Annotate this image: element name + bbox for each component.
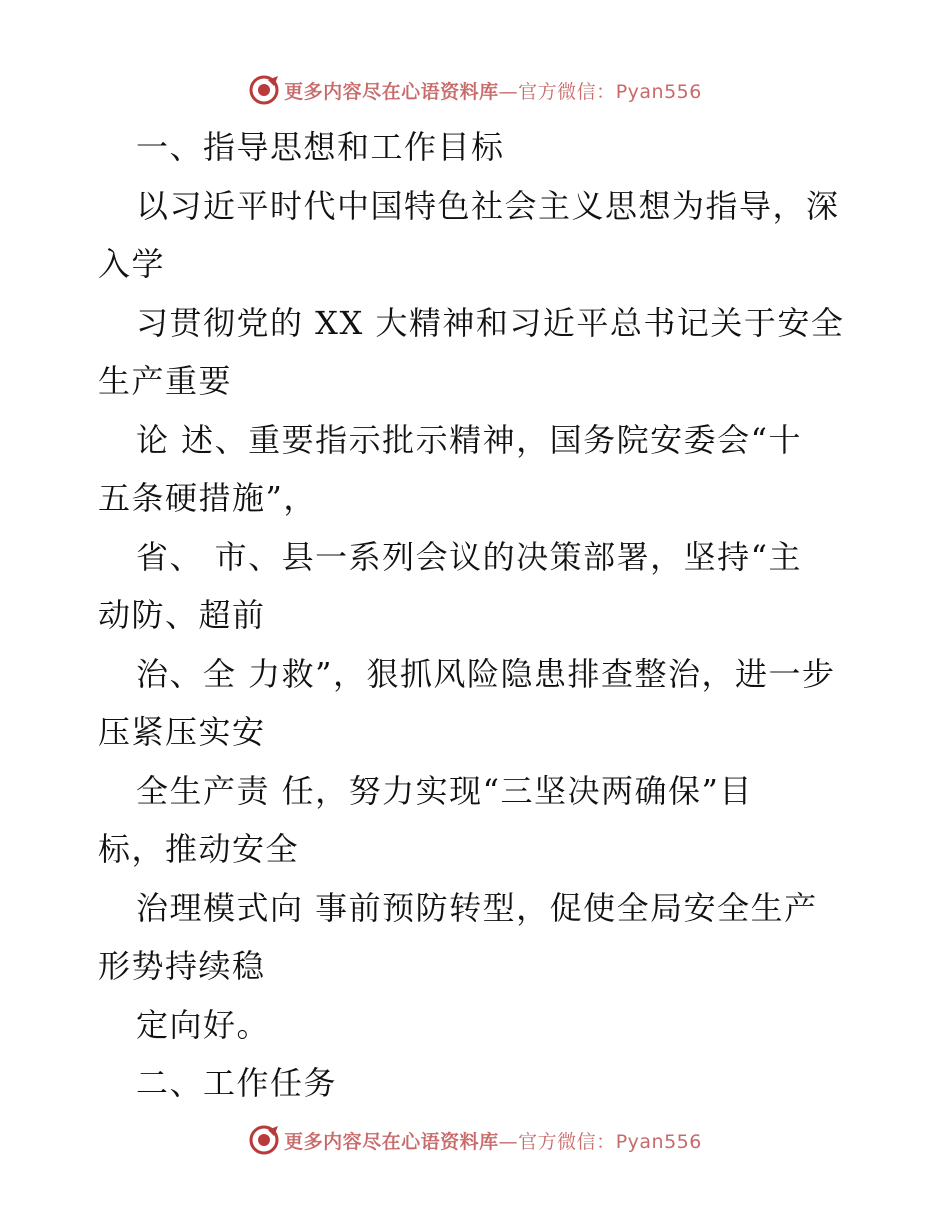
heading-guiding-ideology: 一、指导思想和工作目标 — [136, 128, 505, 166]
paragraph-line: 定向好。 — [136, 1006, 271, 1044]
paragraph-line: 治理模式向 事前预防转型，促使全局安全生产 — [136, 889, 818, 927]
paragraph-line: 压紧压实安 — [98, 713, 266, 751]
banner-main-text: 更多内容尽在心语资料库 — [284, 1130, 499, 1153]
banner-wechat-id: Pyan556 — [615, 80, 702, 103]
paragraph-line: 标，推动安全 — [98, 830, 300, 868]
paragraph-line: 治、全 力救”，狠抓风险隐患排查整治，进一步 — [136, 655, 836, 693]
paragraph-line: 入学 — [98, 245, 166, 283]
banner-separator: — — [498, 80, 519, 103]
paragraph-line: 生产重要 — [98, 362, 233, 400]
paragraph-line: 形势持续稳 — [98, 947, 266, 985]
banner-wechat-label: 官方微信： — [518, 80, 616, 103]
banner-main-text: 更多内容尽在心语资料库 — [284, 80, 499, 103]
banner-wechat-label: 官方微信： — [518, 1130, 616, 1153]
paragraph-line: 习贯彻党的 XX 大精神和习近平总书记关于安全 — [136, 304, 845, 342]
banner-wechat-id: Pyan556 — [615, 1130, 702, 1153]
banner-separator: — — [498, 1130, 519, 1153]
paragraph-line: 论 述、重要指示批示精神，国务院安委会“十 — [136, 421, 803, 459]
paragraph-line: 省、 市、县一系列会议的决策部署，坚持“主 — [136, 538, 803, 576]
footer-banner — [0, 1120, 950, 1160]
paragraph-line: 全生产责 任，努力实现“三坚决两确保”目 — [136, 772, 753, 810]
paragraph-line: 以习近平时代中国特色社会主义思想为指导，深 — [136, 187, 840, 225]
paragraph-line: 五条硬措施”， — [98, 479, 317, 517]
heading-work-tasks: 二、工作任务 — [136, 1064, 338, 1102]
banner-text — [284, 1127, 702, 1154]
paragraph-line: 动防、超前 — [98, 596, 266, 634]
logo-icon — [248, 1124, 280, 1156]
